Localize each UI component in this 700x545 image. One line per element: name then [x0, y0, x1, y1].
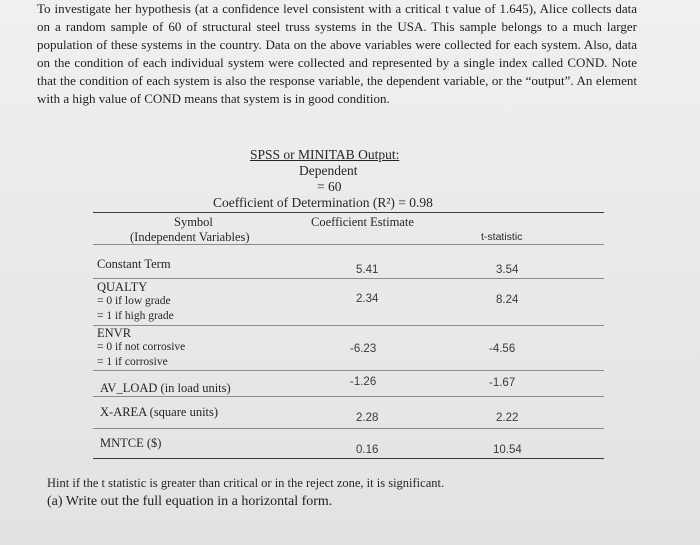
row-qualty-label: QUALTY — [97, 280, 148, 294]
header-t-statistic: t-statistic — [481, 231, 523, 243]
row-constant-term-label: Constant Term — [97, 257, 171, 271]
hint-text: Hint if the t statistic is greater than critical or in the reject zone, it is significant. — [47, 476, 445, 490]
row-av-load-label: AV_LOAD (in load units) — [100, 381, 231, 395]
row-constant-term-coef: 5.41 — [356, 264, 379, 276]
row-rule — [93, 396, 604, 397]
sample-size-line: = 60 — [317, 179, 342, 194]
row-qualty-t: 8.24 — [496, 294, 519, 306]
row-envr-sub1: = 0 if not corrosive — [97, 341, 186, 353]
row-constant-term-t: 3.54 — [496, 264, 519, 276]
row-envr-label: ENVR — [97, 326, 132, 340]
header-coefficient-estimate: Coefficient Estimate — [311, 215, 414, 229]
row-rule — [93, 325, 604, 326]
row-rule — [93, 428, 604, 429]
output-heading: SPSS or MINITAB Output: — [250, 147, 400, 162]
row-envr-sub2: = 1 if corrosive — [97, 356, 168, 368]
intro-paragraph: To investigate her hypothesis (at a confidence level consistent with a critical t value of 1.645), Alice collects data on a random sample of 60 of structural steel truss systems in the USA. This sample belongs to a much larger population of these systems in the country. Data on the above variables were collected for each system. Also, data on the condition of each individual system were collected and represented by a single index called COND. Note that the condition of each system is also the response variable, the dependent variable, or the “output”. An element with a high value of COND means that system is in good condition. — [37, 1, 637, 106]
row-rule — [93, 370, 604, 371]
row-x-area-coef: 2.28 — [356, 412, 379, 424]
row-envr-t: -4.56 — [489, 343, 516, 355]
row-av-load-coef: -1.26 — [350, 376, 377, 388]
row-envr-coef: -6.23 — [350, 343, 377, 355]
row-mntce-coef: 0.16 — [356, 444, 379, 456]
row-rule — [93, 278, 604, 279]
question-a: (a) Write out the full equation in a horizontal form. — [47, 494, 333, 509]
header-symbol: Symbol — [174, 215, 213, 229]
row-mntce-t: 10.54 — [493, 444, 522, 456]
row-x-area-label: X-AREA (square units) — [100, 405, 219, 419]
row-qualty-sub1: = 0 if low grade — [97, 295, 171, 307]
row-x-area-t: 2.22 — [496, 412, 519, 424]
table-top-rule — [93, 212, 604, 213]
row-qualty-coef: 2.34 — [356, 293, 379, 305]
dependent-label: Dependent — [299, 163, 358, 178]
table-bottom-rule — [93, 458, 604, 459]
header-independent-variables: (Independent Variables) — [130, 230, 250, 244]
row-mntce-label: MNTCE ($) — [100, 436, 162, 450]
r-squared-line: Coefficient of Determination (R²) = 0.98 — [213, 195, 433, 210]
row-av-load-t: -1.67 — [489, 377, 516, 389]
row-qualty-sub2: = 1 if high grade — [97, 310, 174, 322]
